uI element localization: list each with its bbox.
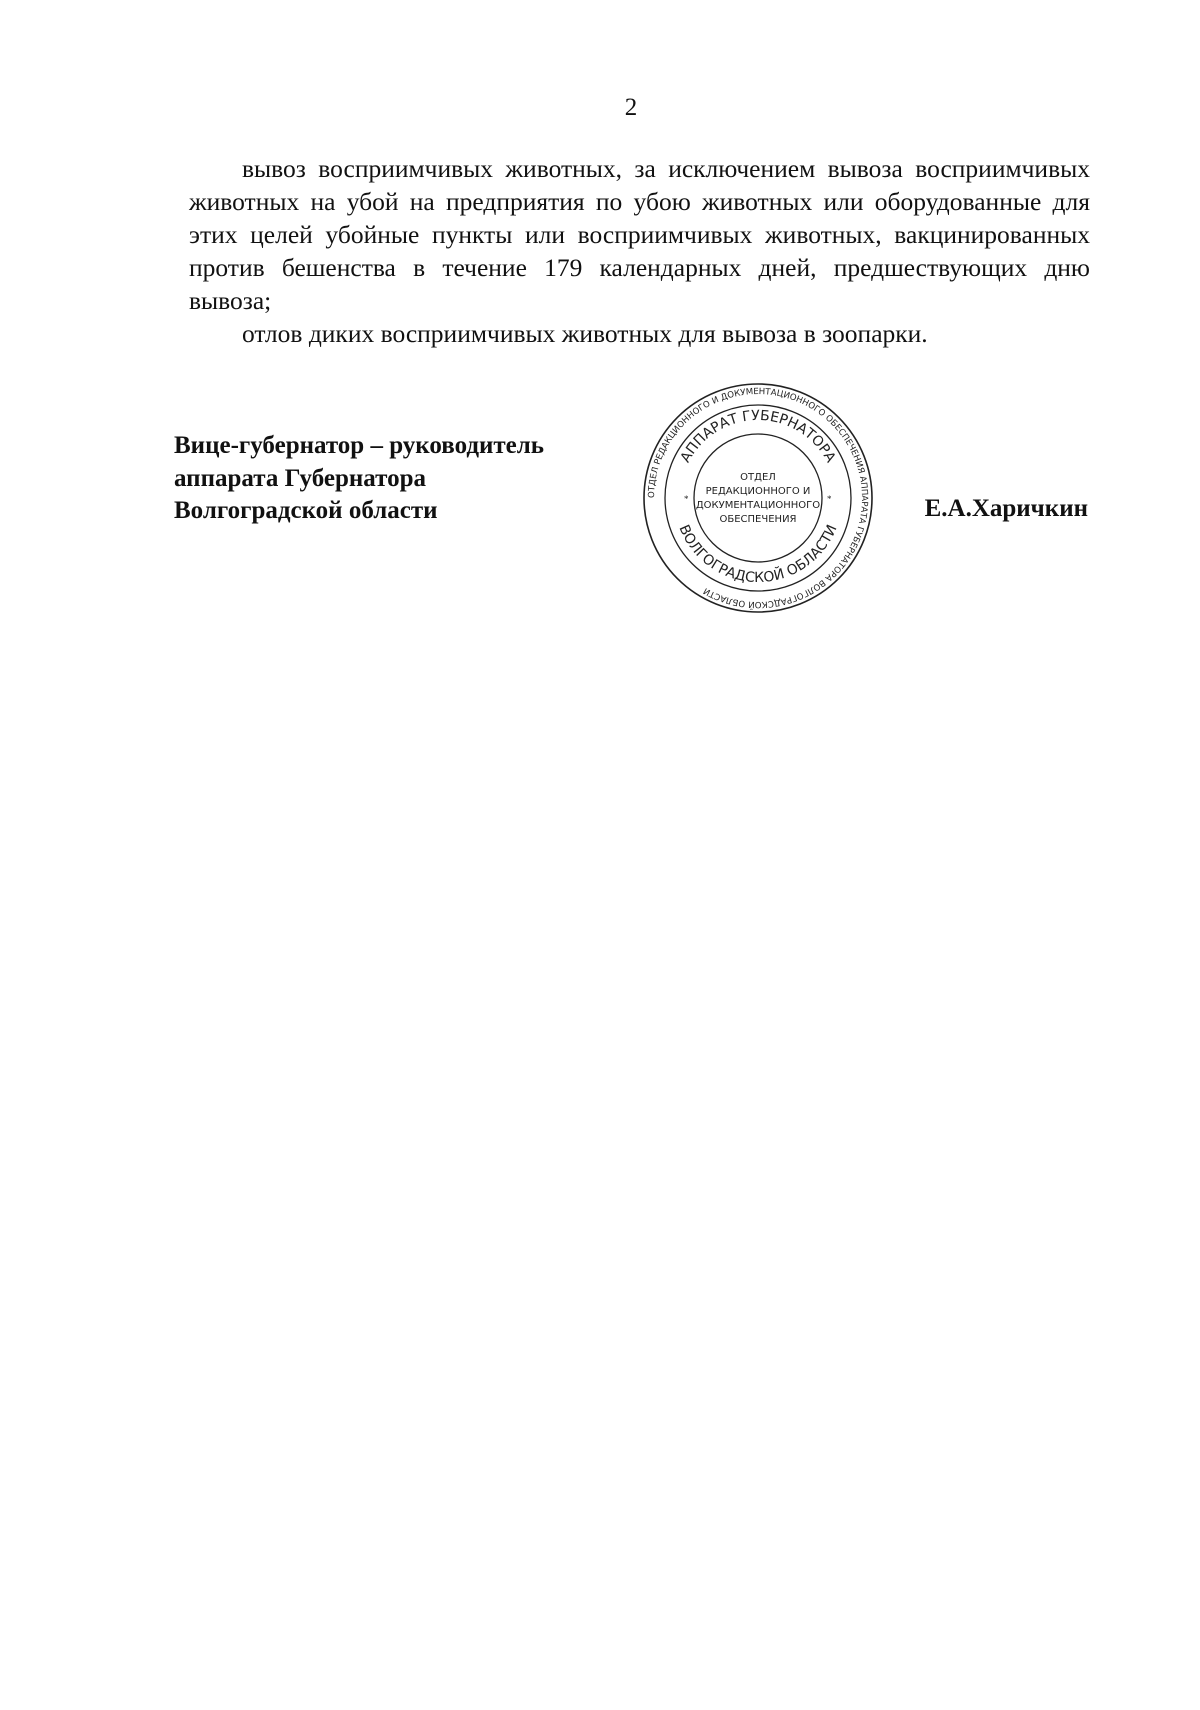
signatory-name: Е.А.Харичкин: [924, 495, 1088, 522]
paragraph: вывоз восприимчивых животных, за исключением вывоза восприимчивых животных на убой на предприятия по убою животных или оборудованные для этих целей убойные пункты или восприимчивых животных, вакцинированных против бешенства в течение 179 календарных дней, предшествующих дню вывоза;: [189, 154, 1090, 315]
position-line: Волгоградской области: [174, 497, 438, 524]
stamp-center-line: ОБЕСПЕЧЕНИЯ: [719, 514, 797, 525]
svg-text:ВОЛГОГРАДСКОЙ ОБЛАСТИ: [676, 523, 841, 587]
stamp-center-line: РЕДАКЦИОННОГО И: [705, 486, 811, 497]
page-number: 2: [624, 94, 638, 121]
star-icon: *: [827, 494, 832, 504]
stamp-center-line: ДОКУМЕНТАЦИОННОГО: [695, 500, 821, 511]
star-icon: *: [684, 494, 689, 504]
official-stamp: [640, 380, 876, 616]
document-body: [189, 152, 1090, 350]
signatory-position: [174, 430, 544, 528]
position-line: аппарата Губернатора: [174, 464, 426, 492]
stamp-inner-bottom-text: ВОЛГОГРАДСКОЙ ОБЛАСТИ: [675, 522, 841, 587]
position-line: Вице-губернатор – руководитель: [174, 432, 545, 459]
stamp-outer-ring-text: ОТДЕЛ РЕДАКЦИОННОГО И ДОКУМЕНТАЦИОННОГО ОБЕСПЕЧЕНИЯ АППАРАТА ГУБЕРНАТОРА ВОЛГОГРАДСКОЙ ОБЛАСТИ: [646, 386, 870, 610]
paragraph: отлов диких восприимчивых животных для вывоза в зоопарки.: [242, 319, 928, 348]
stamp-inner-top-text: АППАРАТ ГУБЕРНАТОРА: [677, 407, 839, 466]
stamp-center-line: ОТДЕЛ: [740, 472, 776, 483]
svg-text:АППАРАТ ГУБЕРНАТОРА: [678, 408, 839, 466]
